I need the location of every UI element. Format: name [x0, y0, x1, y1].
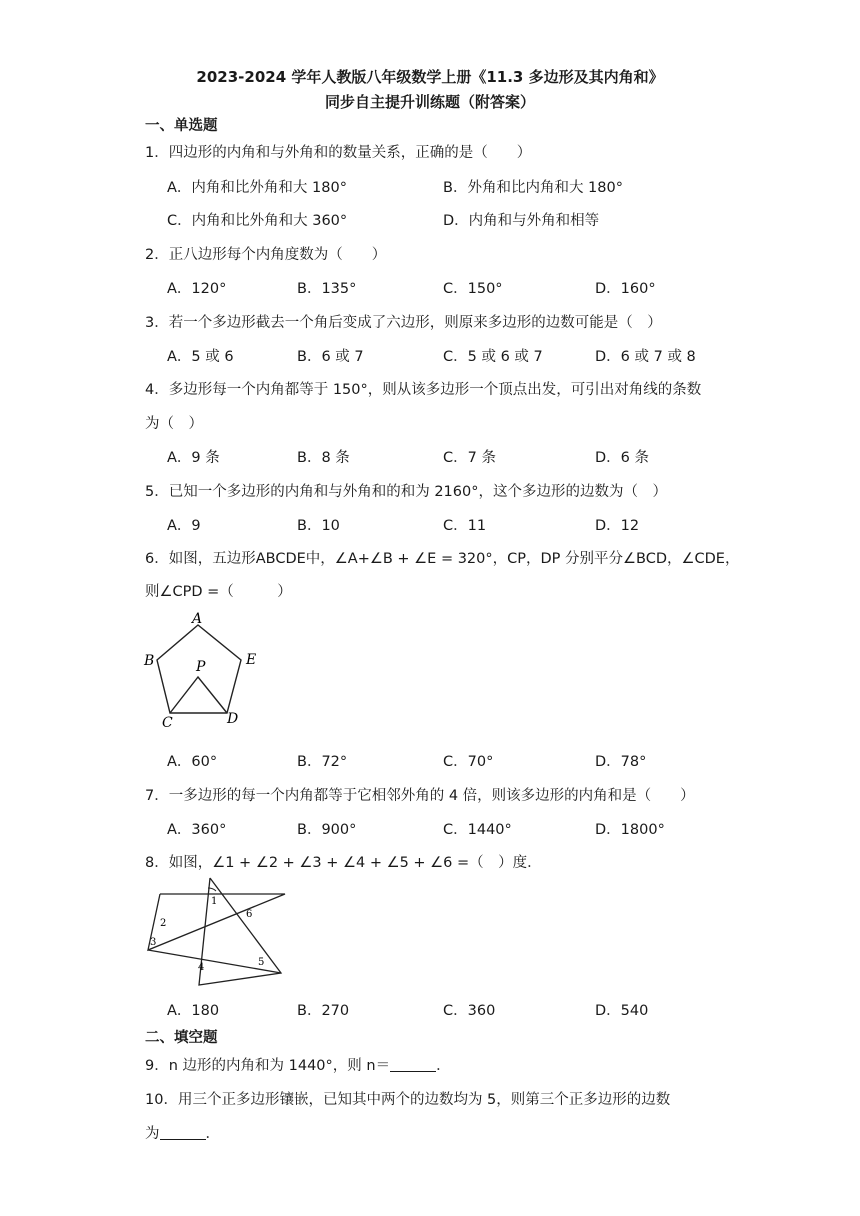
question-6-option-a: A．60° — [167, 754, 218, 770]
document-title-line2: 同步自主提升训练题（附答案） — [324, 93, 535, 111]
angle-label-2: 2 — [160, 918, 167, 929]
pentagon-figure — [140, 612, 270, 732]
section-fill-blank: 二、填空题 — [145, 1030, 218, 1046]
question-10-stem-end: ． — [205, 1126, 220, 1142]
section-single-choice: 一、单选题 — [145, 118, 218, 134]
question-2-option-c: C．150° — [443, 281, 503, 297]
question-9-stem-end: ． — [436, 1058, 451, 1074]
question-6-option-d: D．78° — [595, 754, 647, 770]
question-6-stem: 6．如图，五边形ABCDE中，∠A+∠B + ∠E = 320°，CP，DP 分别平分∠BCD，∠CDE， — [145, 551, 740, 567]
answer-blank — [160, 1125, 206, 1140]
question-10-stem-line2: 为 — [145, 1126, 160, 1142]
question-10-line2 — [145, 1122, 220, 1143]
bisectors-cp-dp — [170, 677, 227, 713]
angle-label-3: 3 — [150, 937, 157, 948]
star-angles-figure — [140, 874, 290, 989]
question-5-option-d: D．12 — [595, 518, 640, 534]
question-2-option-b: B．135° — [297, 281, 357, 297]
question-6-option-c: C．70° — [443, 754, 494, 770]
question-5-option-c: C．11 — [443, 518, 487, 534]
question-5-stem: 5．已知一个多边形的内角和与外角和的和为 2160°，这个多边形的边数为（ ） — [145, 484, 667, 500]
question-2-option-a: A．120° — [167, 281, 227, 297]
question-7-stem: 7．一多边形的每一个内角都等于它相邻外角的 4 倍，则该多边形的内角和是（ ） — [145, 788, 695, 804]
question-8-stem: 8．如图，∠1 + ∠2 + ∠3 + ∠4 + ∠5 + ∠6 =（ ）度． — [145, 855, 542, 871]
question-1-option-a: A．内角和比外角和大 180° — [167, 180, 347, 196]
question-8-option-a: A．180 — [167, 1003, 220, 1019]
question-6-option-b: B．72° — [297, 754, 348, 770]
question-7-option-a: A．360° — [167, 822, 227, 838]
question-5-option-a: A．9 — [167, 518, 201, 534]
question-9-stem: 9．n 边形的内角和为 1440°，则 n＝ — [145, 1058, 391, 1074]
question-6-stem-line2: 则∠CPD =（ ） — [145, 584, 292, 600]
angle-label-4: 4 — [198, 962, 205, 973]
question-4-option-d: D．6 条 — [595, 450, 649, 466]
figure-label-c: C — [162, 715, 173, 731]
question-2-option-d: D．160° — [595, 281, 656, 297]
question-1-option-d: D．内角和与外角和相等 — [443, 213, 600, 229]
question-4-option-c: C．7 条 — [443, 450, 496, 466]
question-5-option-b: B．10 — [297, 518, 340, 534]
question-4-option-a: A．9 条 — [167, 450, 220, 466]
question-7-option-d: D．1800° — [595, 822, 665, 838]
question-2-stem: 2．正八边形每个内角度数为（ ） — [145, 247, 387, 263]
question-8-option-c: C．360 — [443, 1003, 496, 1019]
question-1-option-c: C．内角和比外角和大 360° — [167, 213, 348, 229]
figure-label-b: B — [144, 653, 155, 669]
question-7-option-b: B．900° — [297, 822, 357, 838]
figure-label-e: E — [246, 652, 257, 668]
question-7-option-c: C．1440° — [443, 822, 512, 838]
answer-blank — [390, 1057, 436, 1072]
question-3-option-b: B．6 或 7 — [297, 349, 364, 365]
question-8-option-b: B．270 — [297, 1003, 350, 1019]
figure-label-a: A — [192, 612, 203, 627]
angle-label-5: 5 — [258, 957, 265, 968]
angle-label-1: 1 — [211, 896, 218, 907]
question-3-option-c: C．5 或 6 或 7 — [443, 349, 543, 365]
question-4-option-b: B．8 条 — [297, 450, 350, 466]
question-1-option-b: B．外角和比内角和大 180° — [443, 180, 623, 196]
figure-label-d: D — [227, 711, 239, 727]
question-4-stem-line2: 为（ ） — [145, 416, 203, 432]
question-1-stem: 1．四边形的内角和与外角和的数量关系，正确的是（ ） — [145, 145, 532, 161]
angle-label-6: 6 — [246, 909, 253, 920]
question-10-stem: 10．用三个正多边形镶嵌，已知其中两个的边数均为 5，则第三个正多边形的边数 — [145, 1092, 671, 1108]
question-9 — [145, 1054, 451, 1075]
question-3-option-d: D．6 或 7 或 8 — [595, 349, 696, 365]
document-title-line1: 2023-2024 学年人教版八年级数学上册《11.3 多边形及其内角和》 — [196, 68, 664, 86]
question-8-option-d: D．540 — [595, 1003, 649, 1019]
question-3-option-a: A．5 或 6 — [167, 349, 234, 365]
question-3-stem: 3．若一个多边形截去一个角后变成了六边形，则原来多边形的边数可能是（ ） — [145, 315, 662, 331]
question-4-stem: 4．多边形每一个内角都等于 150°，则从该多边形一个顶点出发，可引出对角线的条数 — [145, 382, 702, 398]
figure-label-p: P — [196, 659, 206, 675]
